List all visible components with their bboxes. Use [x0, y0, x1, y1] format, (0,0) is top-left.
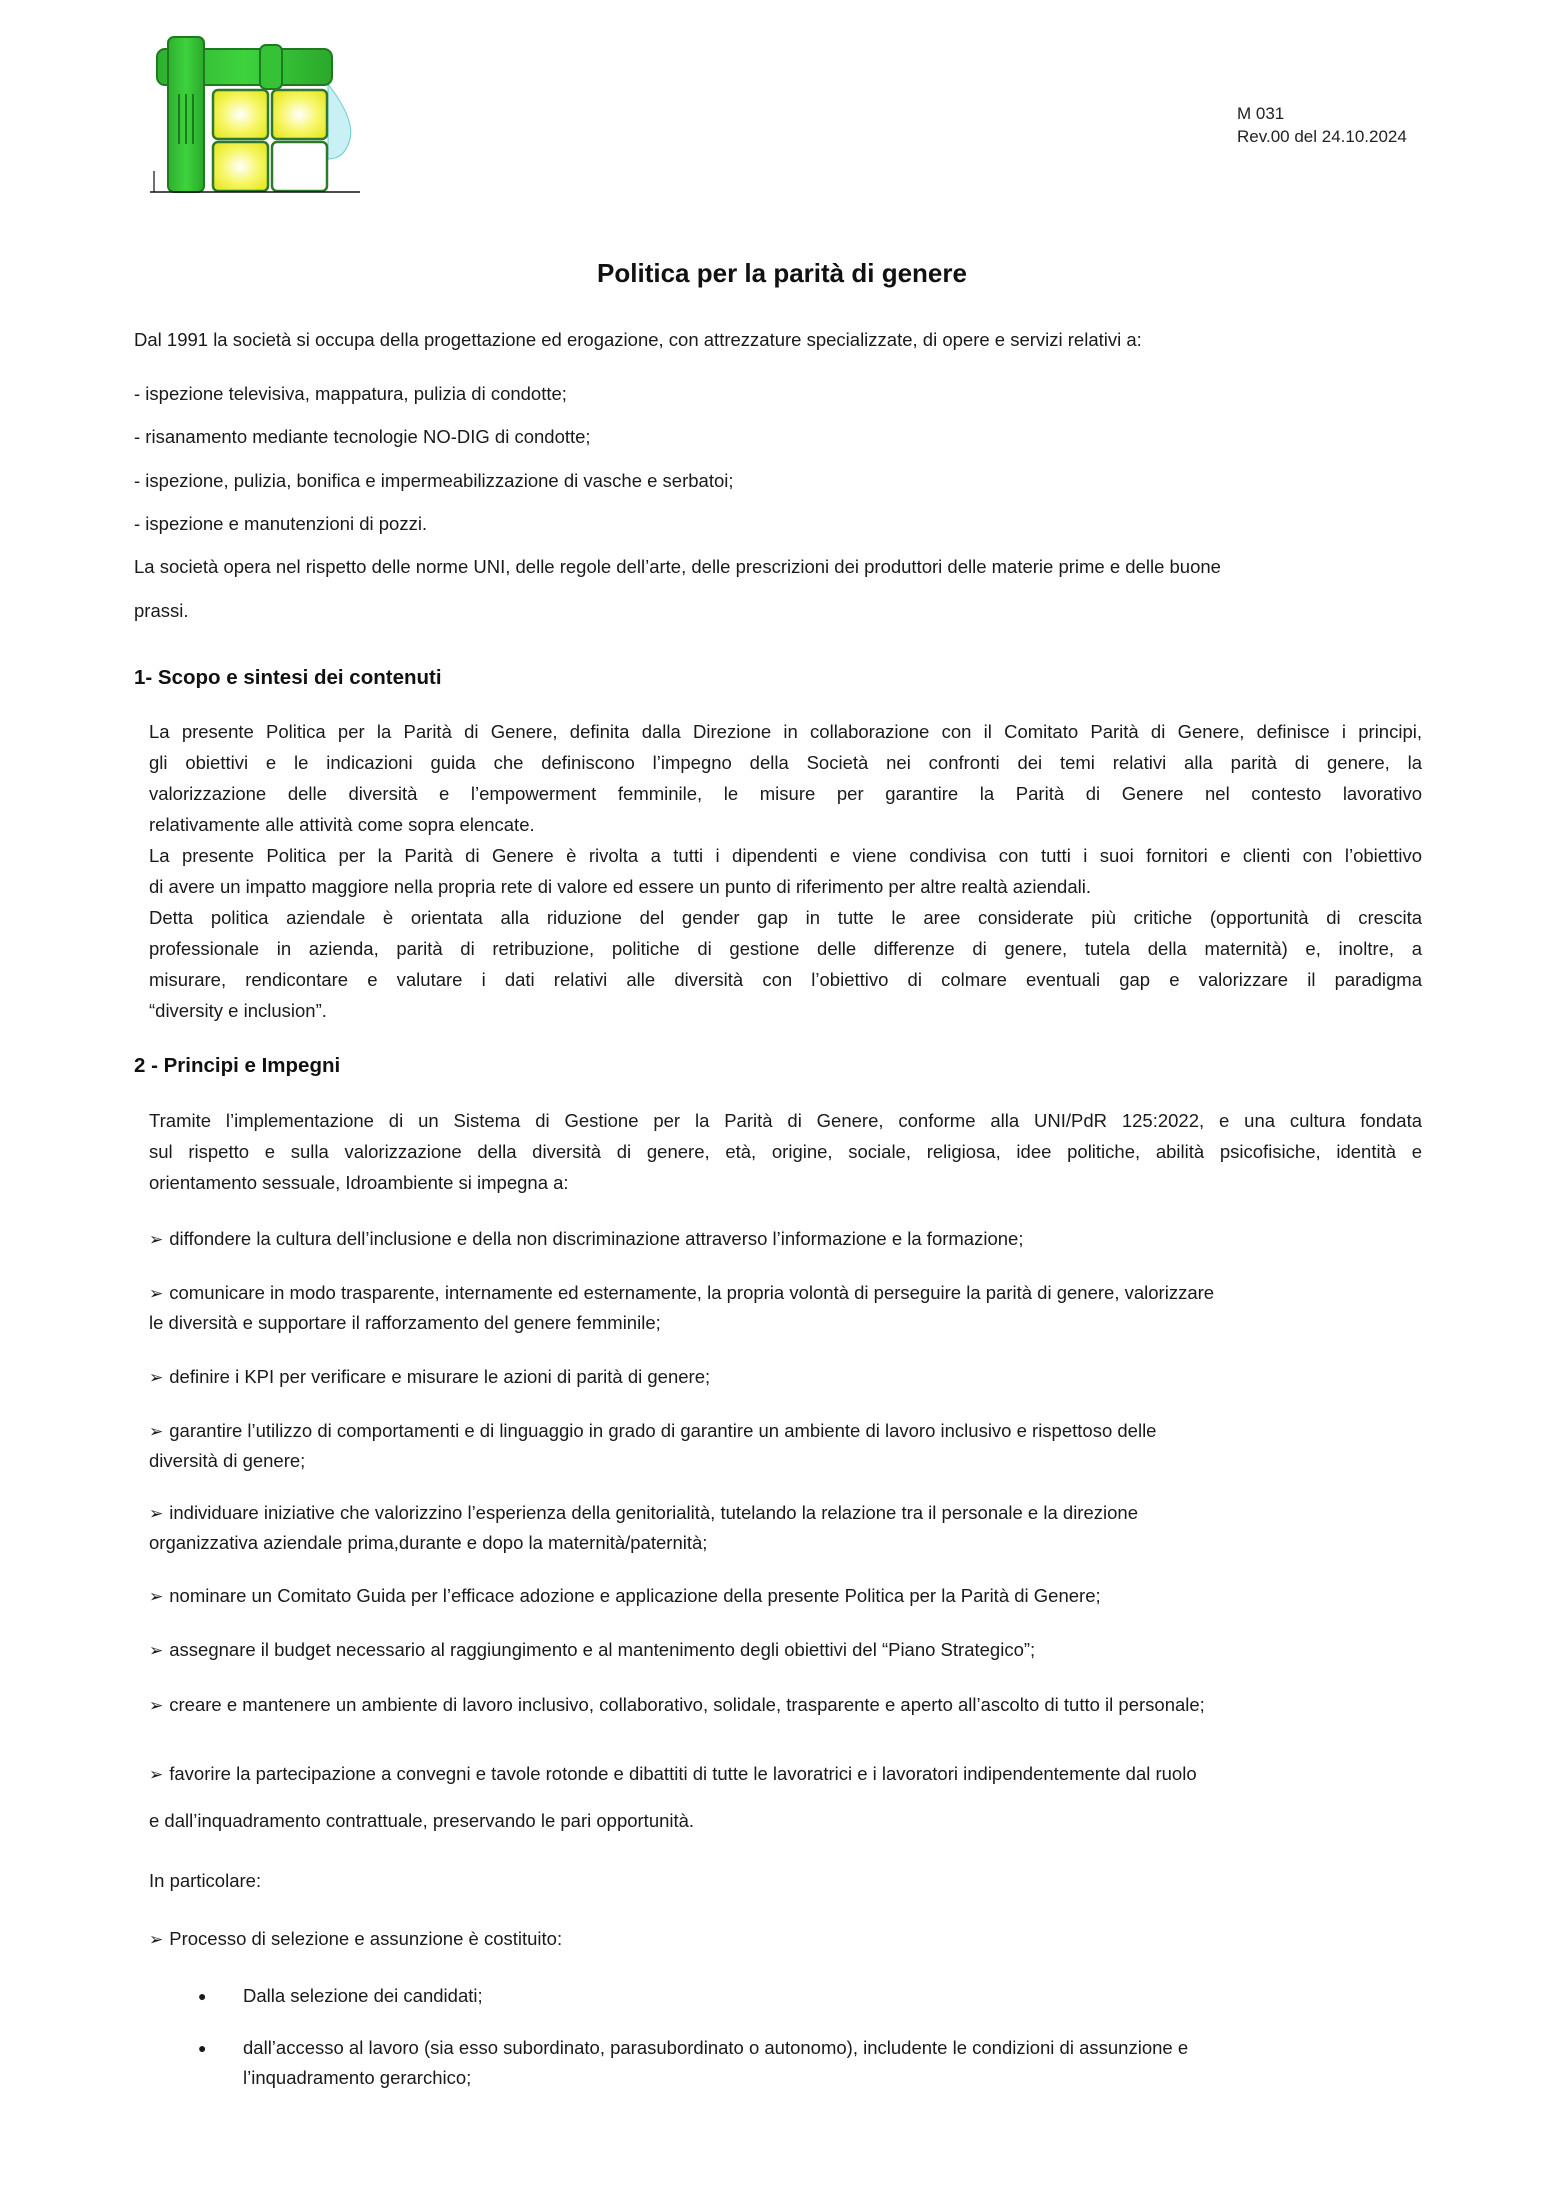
- bullet-icon: ●: [198, 1988, 207, 2004]
- commitment-item-cont: diversità di genere;: [149, 1450, 306, 1471]
- arrow-bullet-icon: ➢: [149, 1641, 164, 1660]
- service-item: - ispezione e manutenzioni di pozzi.: [134, 513, 428, 534]
- document-revision: Rev.00 del 24.10.2024: [1237, 127, 1407, 146]
- bullet-icon: ●: [198, 2040, 207, 2056]
- body-line: Tramite l’implementazione di un Sistema di Gestione per la Parità di Genere, conforme alla UNI/PdR 125:2022, e una cultura fondata: [149, 1110, 1422, 1131]
- section-2-intro: [149, 1105, 1422, 1198]
- in-particolare-label: In particolare:: [149, 1870, 262, 1891]
- company-logo: [150, 34, 360, 194]
- arrow-bullet-icon: ➢: [149, 1696, 164, 1715]
- process-item: Dalla selezione dei candidati;: [243, 1985, 483, 2006]
- page-title: Politica per la parità di genere: [597, 258, 967, 288]
- process-item: dall’accesso al lavoro (sia esso subordinato, parasubordinato o autonomo), includente le condizioni di assunzione e: [243, 2037, 1189, 2058]
- arrow-bullet-icon: ➢: [149, 1422, 164, 1441]
- body-line: valorizzazione delle diversità e l’empowerment femminile, le misure per garantire la Parità di Genere nel contesto lavorativo: [149, 783, 1422, 804]
- body-line: Detta politica aziendale è orientata alla riduzione del gender gap in tutte le aree considerate più critiche (opportunità di crescita: [149, 907, 1422, 928]
- intro-lead: Dal 1991 la società si occupa della progettazione ed erogazione, con attrezzature specializzate, di opere e servizi relativi a:: [134, 329, 1142, 350]
- commitment-item: ➢ comunicare in modo trasparente, internamente ed esternamente, la propria volontà di perseguire la parità di genere, valorizzare: [149, 1282, 1215, 1303]
- body-line: “diversity e inclusion”.: [149, 1000, 327, 1021]
- intro-closing-cont: prassi.: [134, 600, 189, 621]
- commitment-item: ➢ assegnare il budget necessario al raggiungimento e al mantenimento degli obiettivi del “Piano Strategico”;: [149, 1639, 1036, 1660]
- commitment-item-cont: organizzativa aziendale prima,durante e dopo la maternità/paternità;: [149, 1532, 708, 1553]
- commitment-item-cont: le diversità e supportare il rafforzamento del genere femminile;: [149, 1312, 661, 1333]
- commitment-item: ➢ individuare iniziative che valorizzino l’esperienza della genitorialità, tutelando la relazione tra il personale e la direzione: [149, 1502, 1138, 1523]
- body-line: professionale in azienda, parità di retribuzione, politiche di gestione delle differenze di genere, tutela della maternità) e, inoltre, a: [149, 938, 1422, 959]
- commitment-item: ➢ definire i KPI per verificare e misurare le azioni di parità di genere;: [149, 1366, 711, 1387]
- body-line: orientamento sessuale, Idroambiente si impegna a:: [149, 1172, 569, 1193]
- arrow-bullet-icon: ➢: [149, 1765, 164, 1784]
- service-item: - ispezione, pulizia, bonifica e impermeabilizzazione di vasche e serbatoi;: [134, 470, 734, 491]
- arrow-bullet-icon: ➢: [149, 1284, 164, 1303]
- arrow-bullet-icon: ➢: [149, 1230, 164, 1249]
- commitment-item: ➢ nominare un Comitato Guida per l’efficace adozione e applicazione della presente Politica per la Parità di Genere;: [149, 1585, 1101, 1606]
- arrow-bullet-icon: ➢: [149, 1587, 164, 1606]
- company-logo-icon: [150, 34, 360, 194]
- process-heading: ➢ Processo di selezione e assunzione è costituito:: [149, 1928, 563, 1949]
- body-line: La presente Politica per la Parità di Genere è rivolta a tutti i dipendenti e viene condivisa con tutti i suoi fornitori e clienti con l’obiettivo: [149, 845, 1422, 866]
- body-line: La presente Politica per la Parità di Genere, definita dalla Direzione in collaborazione con il Comitato Parità di Genere, definisce i principi,: [149, 721, 1422, 742]
- section-2-heading: 2 - Principi e Impegni: [134, 1054, 341, 1077]
- intro-closing: La società opera nel rispetto delle norme UNI, delle regole dell’arte, delle prescrizioni dei produttori delle materie prime e delle buone: [134, 556, 1221, 577]
- service-item: - ispezione televisiva, mappatura, pulizia di condotte;: [134, 383, 567, 404]
- arrow-bullet-icon: ➢: [149, 1930, 164, 1949]
- arrow-bullet-icon: ➢: [149, 1368, 164, 1387]
- body-line: relativamente alle attività come sopra elencate.: [149, 814, 535, 835]
- commitment-item: ➢ diffondere la cultura dell’inclusione e della non discriminazione attraverso l’informazione e la formazione;: [149, 1228, 1024, 1249]
- arrow-bullet-icon: ➢: [149, 1504, 164, 1523]
- service-item: - risanamento mediante tecnologie NO-DIG di condotte;: [134, 426, 591, 447]
- body-line: gli obiettivi e le indicazioni guida che definiscono l’impegno della Società nei confronti dei temi relativi alla parità di genere, la: [149, 752, 1422, 773]
- commitment-item: ➢ creare e mantenere un ambiente di lavoro inclusivo, collaborativo, solidale, trasparente e aperto all’ascolto di tutto il personale;: [149, 1694, 1205, 1715]
- body-line: misurare, rendicontare e valutare i dati relativi alle diversità con l’obiettivo di colmare eventuali gap e valorizzare il paradigma: [149, 969, 1422, 990]
- process-item-cont: l’inquadramento gerarchico;: [243, 2067, 472, 2088]
- document-reference: [1237, 102, 1407, 148]
- commitment-item: ➢ garantire l’utilizzo di comportamenti e di linguaggio in grado di garantire un ambiente di lavoro inclusivo e rispettoso delle: [149, 1420, 1157, 1441]
- document-code: M 031: [1237, 104, 1285, 123]
- section-1-body: [149, 716, 1422, 1026]
- body-line: di avere un impatto maggiore nella propria rete di valore ed essere un punto di riferimento per altre realtà aziendali.: [149, 876, 1091, 897]
- body-line: sul rispetto e sulla valorizzazione della diversità di genere, età, origine, sociale, religiosa, idee politiche, abilità psicofisiche, identità e: [149, 1141, 1422, 1162]
- commitment-item-cont: e dall’inquadramento contrattuale, preservando le pari opportunità.: [149, 1810, 695, 1831]
- commitment-item: ➢ favorire la partecipazione a convegni e tavole rotonde e dibattiti di tutte le lavoratrici e i lavoratori indipendentemente dal ruolo: [149, 1763, 1197, 1784]
- section-1-heading: 1- Scopo e sintesi dei contenuti: [134, 666, 442, 689]
